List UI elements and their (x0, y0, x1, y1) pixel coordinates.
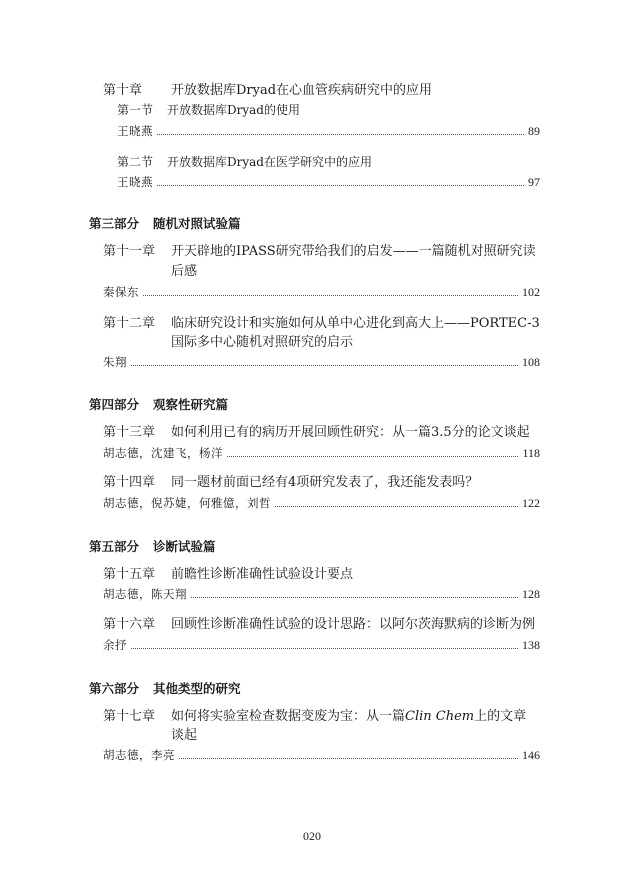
author-names: 胡志德，李亮 (103, 748, 175, 762)
page-number: 118 (522, 446, 540, 460)
author-row (117, 123, 540, 139)
section-title: 开放数据库Dryad的使用 (167, 103, 300, 117)
chapter-title-continuation: 国际多中心随机对照研究的启示 (171, 335, 354, 350)
part-number: 第五部分 (89, 539, 140, 554)
author-row (103, 284, 540, 300)
author-names: 朱翔 (103, 355, 127, 369)
author-row (103, 747, 540, 763)
chapter-title-continuation: 谈起 (171, 728, 198, 743)
part-title: 诊断试验篇 (153, 539, 216, 554)
dot-leader (179, 758, 518, 759)
chapter-title-continuation: 后感 (171, 264, 198, 279)
section-10-2-heading (117, 154, 372, 171)
page-number: 97 (528, 175, 540, 189)
part-title: 观察性研究篇 (153, 397, 229, 412)
page-number: 138 (522, 638, 540, 652)
chapter-title: 开天辟地的IPASS研究带给我们的启发——一篇随机对照研究读 (171, 244, 536, 259)
author-row (103, 354, 540, 370)
author-names: 秦保东 (103, 285, 139, 299)
section-number: 第一节 (117, 103, 154, 117)
author-row (103, 637, 540, 653)
section-10-1-heading (117, 102, 300, 119)
section-number: 第二节 (117, 155, 154, 169)
author-names: 王晓燕 (117, 175, 153, 189)
author-row (103, 586, 540, 602)
chapter-10-heading (103, 82, 432, 100)
chapter-12-heading (103, 315, 540, 333)
part-5-heading (89, 538, 216, 556)
chapter-number: 第十六章 (103, 617, 156, 632)
journal-name: Clin Chem (405, 709, 475, 724)
chapter-title: 开放数据库Dryad在心血管疾病研究中的应用 (171, 83, 433, 98)
chapter-number: 第十四章 (103, 475, 156, 490)
footer-page-number: 020 (303, 829, 321, 843)
chapter-number: 第十三章 (103, 425, 156, 440)
chapter-number: 第十章 (103, 83, 143, 98)
chapter-title: 前瞻性诊断准确性试验设计要点 (171, 567, 354, 582)
chapter-title: 临床研究设计和实施如何从单中心进化到高大上——PORTEC-3 (171, 316, 540, 331)
chapter-number: 第十一章 (103, 244, 156, 259)
chapter-11-heading (103, 243, 536, 261)
part-6-heading (89, 680, 241, 698)
chapter-title: 如何利用已有的病历开展回顾性研究：从一篇3.5分的论文谈起 (171, 425, 530, 440)
chapter-title: 同一题材前面已经有4项研究发表了，我还能发表吗？ (171, 475, 479, 490)
author-names: 胡志德，倪苏婕，何雅億，刘哲 (103, 496, 271, 510)
page-number: 122 (522, 496, 540, 510)
author-row (103, 445, 540, 461)
chapter-17-heading (103, 708, 526, 726)
dot-leader (191, 597, 518, 598)
chapter-title-part-a: 如何将实验室检查数据变废为宝：从一篇 (171, 709, 406, 724)
chapter-13-heading (103, 424, 530, 442)
dot-leader (143, 295, 518, 296)
part-4-heading (89, 396, 228, 414)
page-number: 128 (522, 587, 540, 601)
chapter-number: 第十五章 (103, 567, 156, 582)
page-number: 146 (522, 748, 540, 762)
chapter-14-heading (103, 474, 478, 492)
author-names: 王晓燕 (117, 124, 153, 138)
part-number: 第三部分 (89, 216, 140, 231)
part-title: 其他类型的研究 (153, 681, 241, 696)
section-title: 开放数据库Dryad在医学研究中的应用 (167, 155, 372, 169)
author-names: 胡志德，陈天翔 (103, 587, 187, 601)
dot-leader (275, 506, 518, 507)
part-3-heading (89, 215, 241, 233)
author-row (117, 174, 540, 190)
dot-leader (131, 648, 518, 649)
author-names: 余抒 (103, 638, 127, 652)
page-number: 102 (522, 285, 540, 299)
author-names: 胡志德，沈建飞，杨洋 (103, 446, 223, 460)
part-number: 第四部分 (89, 397, 140, 412)
dot-leader (227, 456, 518, 457)
chapter-number: 第十二章 (103, 316, 156, 331)
part-title: 随机对照试验篇 (153, 216, 241, 231)
author-row (103, 495, 540, 511)
part-number: 第六部分 (89, 681, 140, 696)
page-number: 89 (528, 124, 540, 138)
chapter-15-heading (103, 566, 353, 584)
dot-leader (131, 365, 518, 366)
dot-leader (157, 185, 524, 186)
page-number: 108 (522, 355, 540, 369)
chapter-title: 回顾性诊断准确性试验的设计思路：以阿尔茨海默病的诊断为例 (171, 617, 536, 632)
dot-leader (157, 134, 524, 135)
chapter-number: 第十七章 (103, 709, 156, 724)
chapter-title-part-b: 上的文章 (474, 709, 527, 724)
chapter-16-heading (103, 616, 535, 634)
